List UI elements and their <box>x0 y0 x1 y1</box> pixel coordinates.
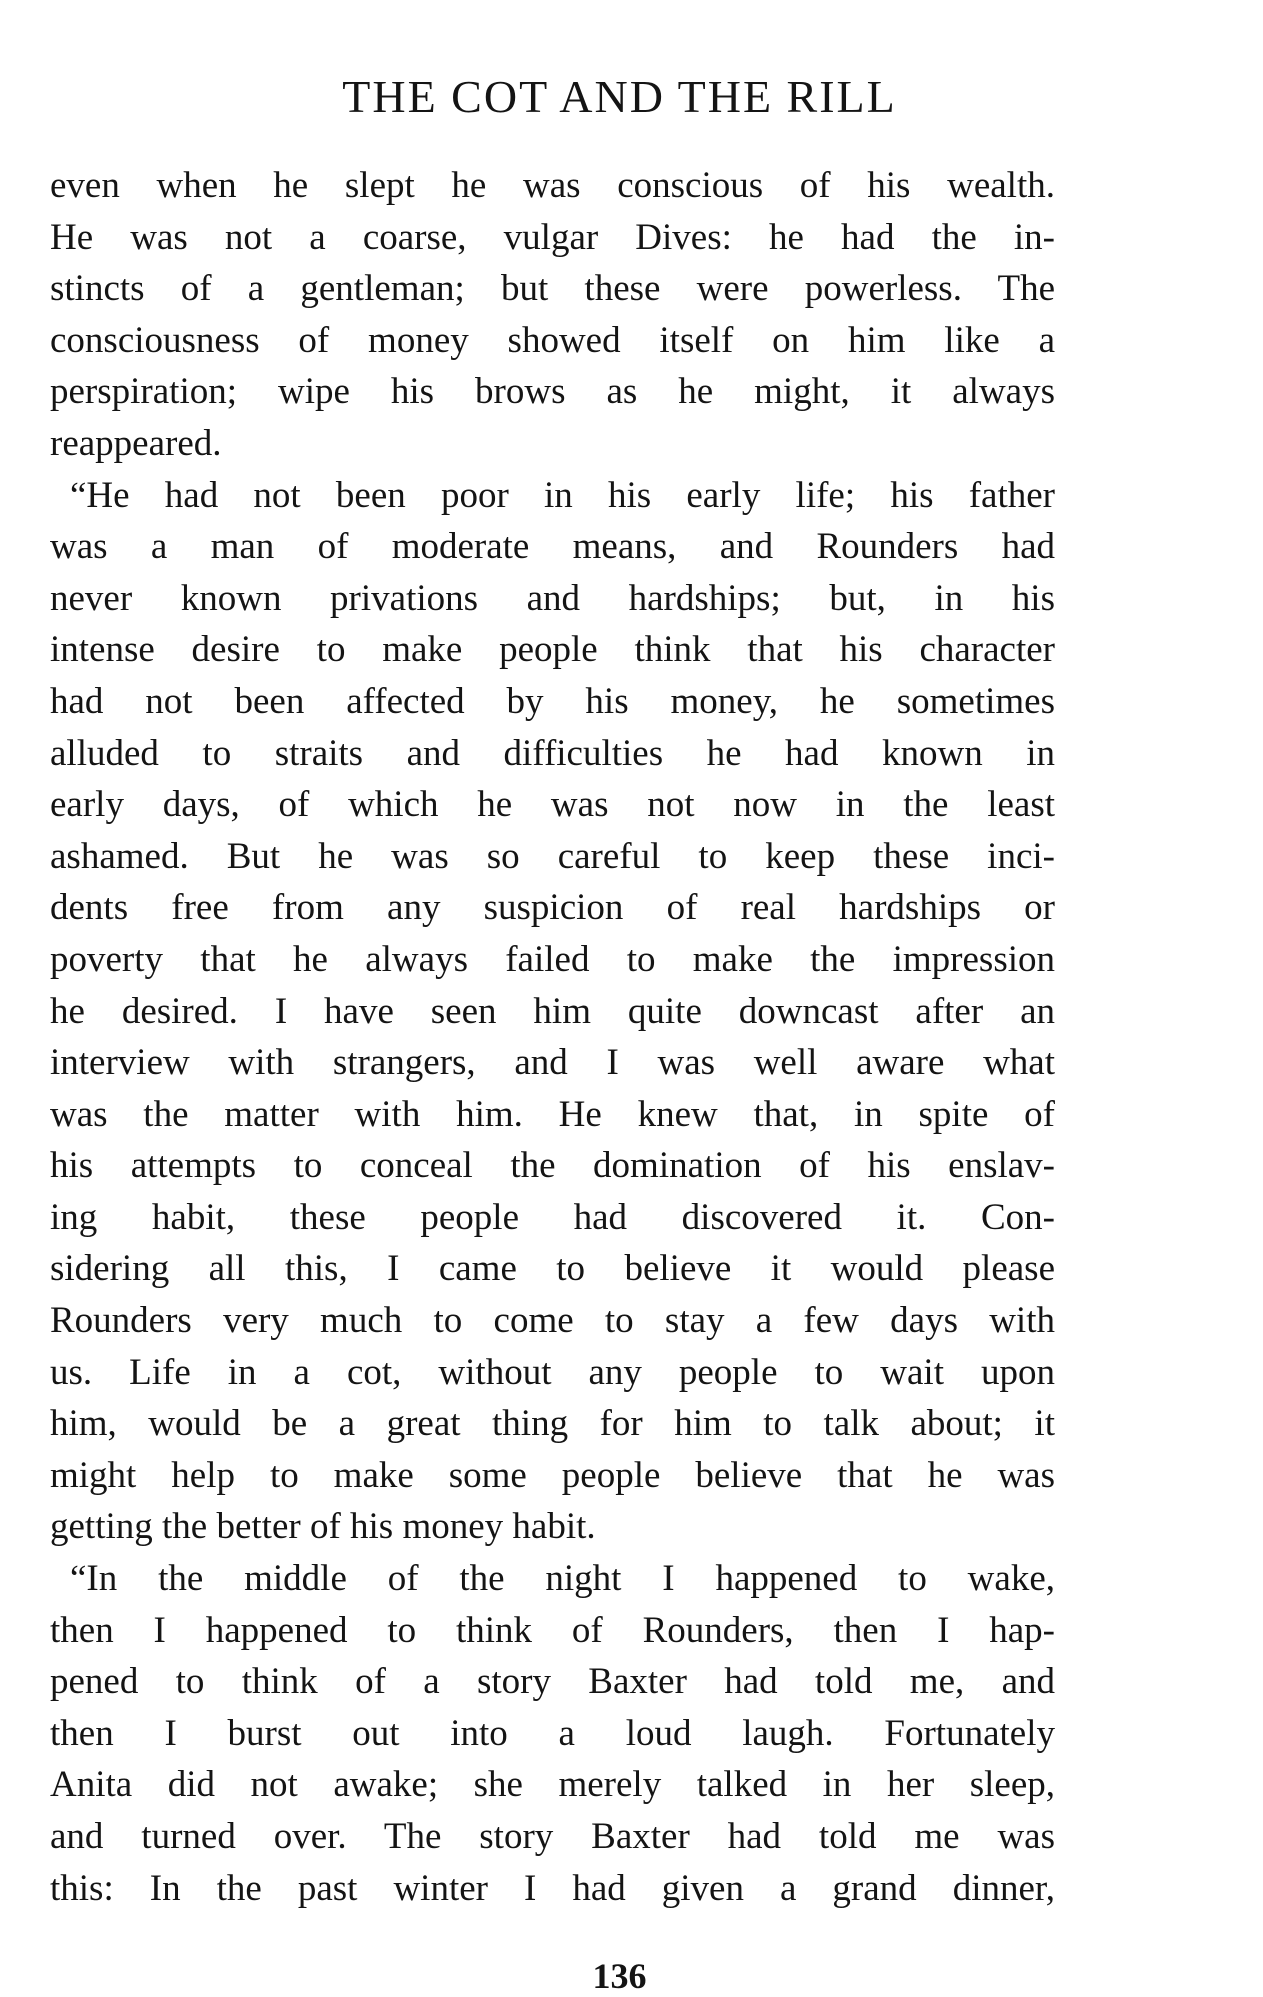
text-line: pened to think of a story Baxter had told me, and <box>50 1661 1055 1703</box>
text-line: reappeared. <box>50 422 222 464</box>
text-line: “In the middle of the night I happened to wake, <box>70 1558 1055 1600</box>
text-line: him, would be a great thing for him to talk about; it <box>50 1403 1055 1445</box>
text-line: getting the better of his money habit. <box>50 1506 596 1548</box>
text-line: this: In the past winter I had given a grand dinner, <box>50 1867 1055 1909</box>
text-line: might help to make some people believe that he was <box>50 1454 1055 1496</box>
text-line: early days, of which he was not now in the least <box>50 784 1055 826</box>
text-line: sidering all this, I came to believe it would please <box>50 1248 1055 1290</box>
text-line: and turned over. The story Baxter had told me was <box>50 1816 1055 1857</box>
text-line: perspiration; wipe his brows as he might, it always <box>50 371 1055 413</box>
text-line: alluded to straits and difficulties he had known in <box>50 732 1055 774</box>
text-line: was a man of moderate means, and Rounders had <box>50 526 1055 568</box>
text-line: ing habit, these people had discovered it. Con- <box>50 1196 1055 1238</box>
text-line: consciousness of money showed itself on him like a <box>50 319 1055 361</box>
text-line: dents free from any suspicion of real hardships or <box>50 887 1055 929</box>
text-line: then I burst out into a loud laugh. Fortunately <box>50 1712 1055 1754</box>
text-line: He was not a coarse, vulgar Dives: he had the in- <box>50 216 1055 258</box>
text-line: us. Life in a cot, without any people to wait upon <box>50 1351 1055 1393</box>
text-line: even when he slept he was conscious of his wealth. <box>50 165 1055 206</box>
text-line: Anita did not awake; she merely talked in her sleep, <box>50 1764 1055 1806</box>
text-line: never known privations and hardships; but, in his <box>50 577 1055 619</box>
text-line: intense desire to make people think that his character <box>50 629 1055 671</box>
text-line: he desired. I have seen him quite downcast after an <box>50 990 1055 1032</box>
text-line: ashamed. But he was so careful to keep these inci- <box>50 835 1055 877</box>
text-line: “He had not been poor in his early life; his father <box>70 474 1055 516</box>
text-line: interview with strangers, and I was well aware what <box>50 1042 1055 1084</box>
text-line: had not been affected by his money, he sometimes <box>50 680 1055 722</box>
text-line: then I happened to think of Rounders, then I hap- <box>50 1609 1055 1651</box>
text-line: poverty that he always failed to make the impression <box>50 938 1055 980</box>
text-line: his attempts to conceal the domination of his enslav- <box>50 1145 1055 1187</box>
text-line: stincts of a gentleman; but these were powerless. The <box>50 268 1055 310</box>
page-number: 136 <box>592 1956 647 1996</box>
text-line: was the matter with him. He knew that, in spite of <box>50 1093 1055 1135</box>
running-head: THE COT AND THE RILL <box>342 71 897 122</box>
body-text <box>50 160 1055 1914</box>
text-line: Rounders very much to come to stay a few days with <box>50 1300 1055 1342</box>
